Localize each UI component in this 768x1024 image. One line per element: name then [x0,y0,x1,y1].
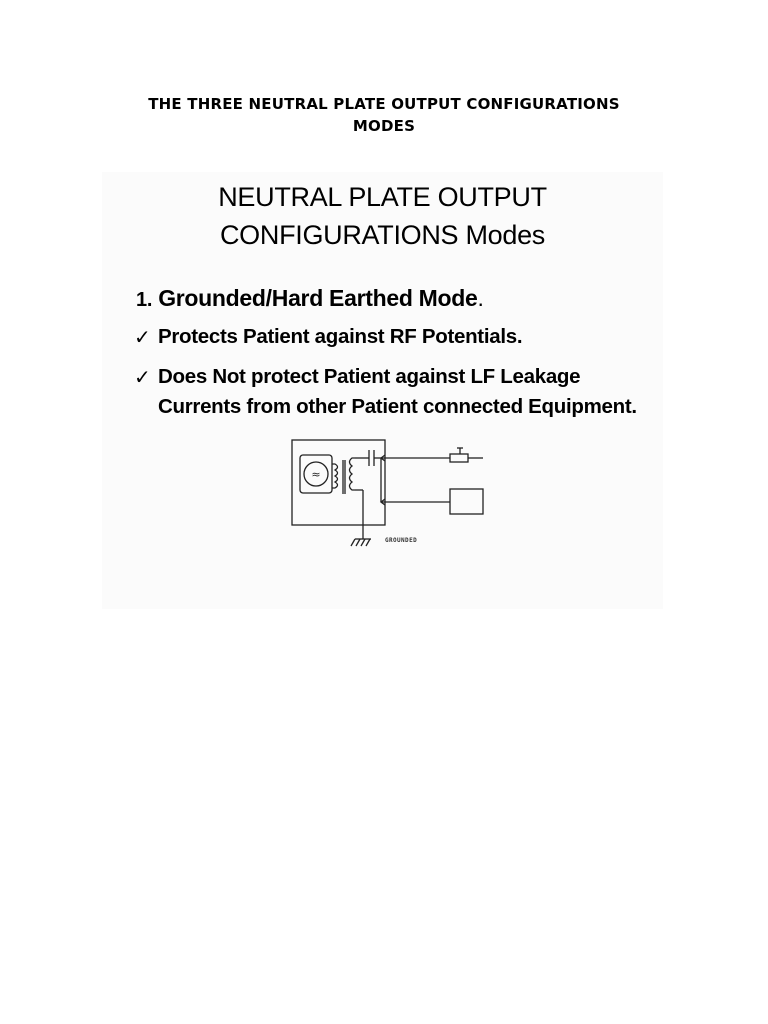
mode-heading [136,283,484,315]
document-heading-line-2: MODES [352,117,416,135]
bullet-item [134,362,654,422]
slide-title-line-1: NEUTRAL PLATE OUTPUT [218,182,547,212]
slide-title-line-2: CONFIGURATIONS Modes [219,220,546,250]
checkmark-icon: ✓ [134,365,151,389]
mode-number: 1. [136,289,153,311]
document-heading-line-1: THE THREE NEUTRAL PLATE OUTPUT CONFIGURATIONS [148,95,620,113]
generator-enclosure [292,440,385,525]
slide-title [102,178,663,254]
neutral-plate-icon [450,489,483,514]
diagram-label: GROUNDED [385,537,418,544]
grounded-circuit-diagram [285,434,495,554]
mode-title-period: . [477,285,484,311]
rf-source-symbol: ≈ [311,468,321,481]
bullet-text: Does Not protect Patient against LF Leakage Currents from other Patient connected Equipment. [158,365,637,418]
mode-title: Grounded/Hard Earthed Mode [158,285,478,311]
checkmark-icon: ✓ [134,325,151,349]
transformer-primary [332,464,338,488]
transformer-secondary [350,458,356,490]
bullet-item [134,322,654,352]
active-electrode-icon [450,454,468,462]
document-heading [84,93,684,137]
slide-image [102,172,663,609]
bullet-text: Protects Patient against RF Potentials. [158,325,523,348]
